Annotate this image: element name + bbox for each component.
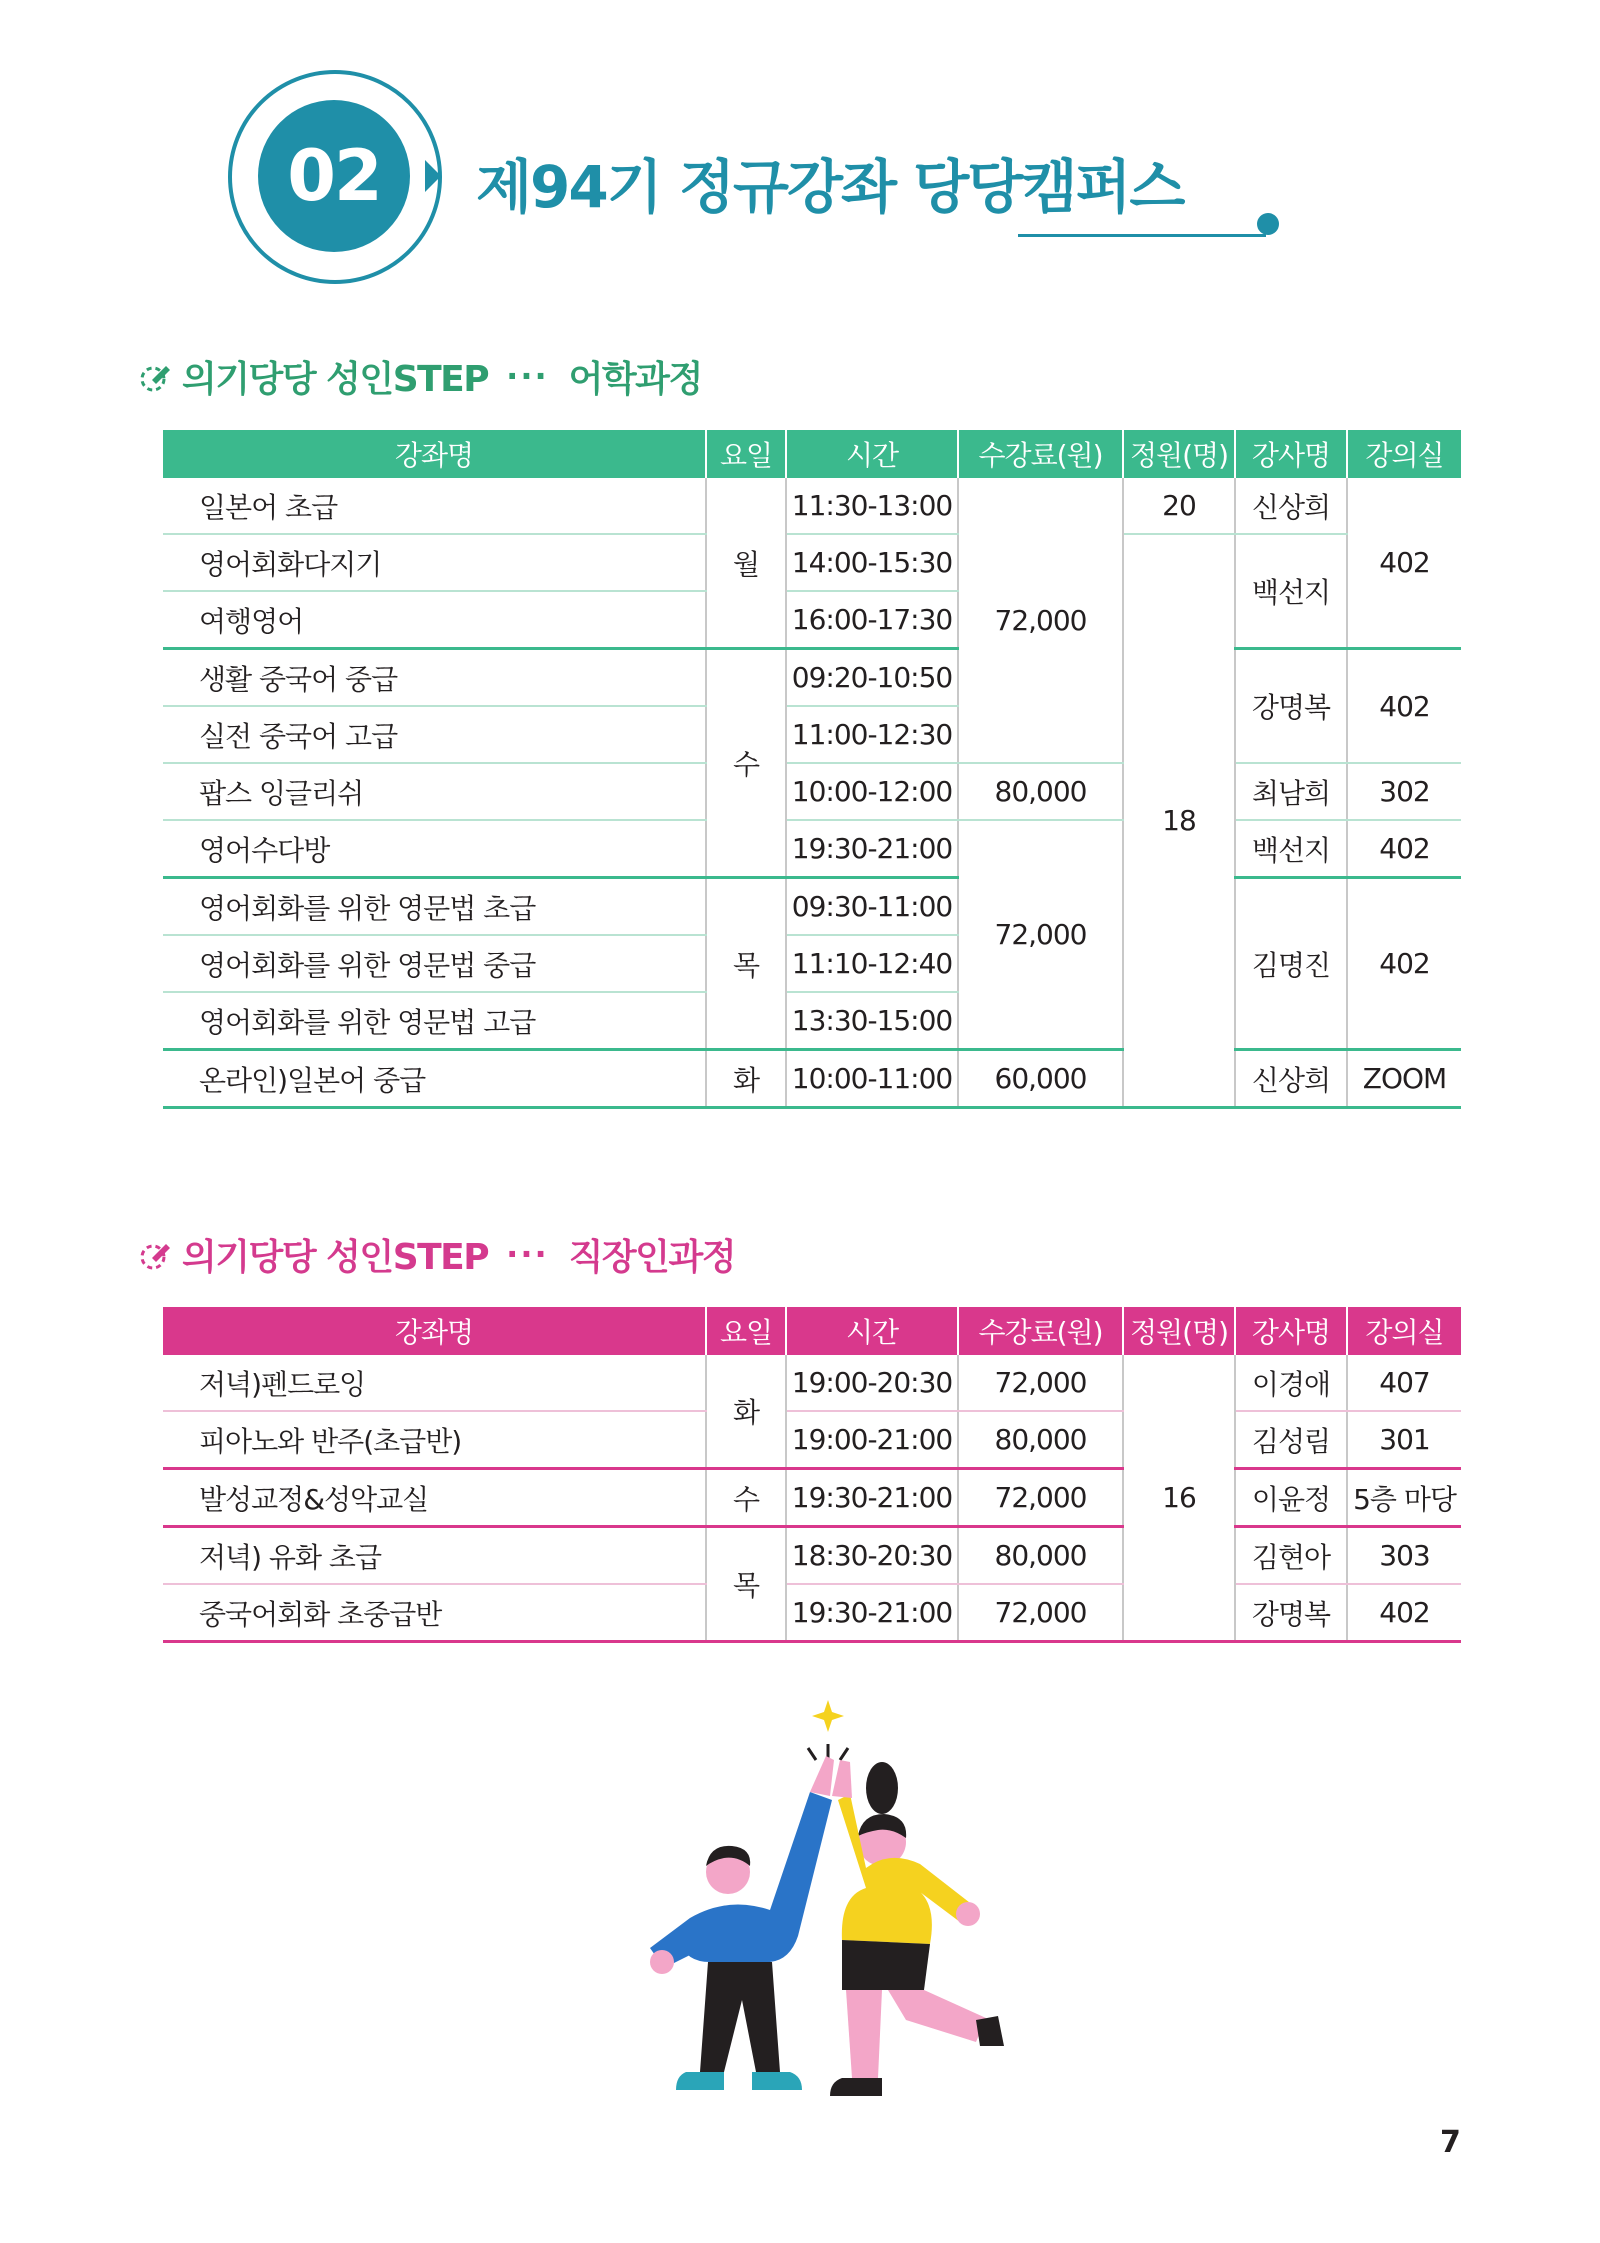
course-name: 중국어회화 초중급반 — [163, 1584, 706, 1642]
course-time: 19:30-21:00 — [786, 1469, 958, 1527]
title-badge-number: 02 — [258, 100, 410, 252]
course-capacity: 18 — [1123, 534, 1235, 1108]
course-instructor: 김성림 — [1235, 1411, 1347, 1469]
course-room: 402 — [1347, 1584, 1461, 1642]
course-name: 일본어 초급 — [163, 478, 706, 534]
section-heading-text: 의기당당 성인STEP — [182, 1236, 489, 1278]
course-time: 10:00-11:00 — [786, 1050, 958, 1108]
course-instructor: 강명복 — [1235, 649, 1347, 764]
course-instructor: 백선지 — [1235, 534, 1347, 649]
header-instructor: 강사명 — [1235, 430, 1347, 478]
course-fee: 72,000 — [958, 820, 1123, 1050]
header-fee: 수강료(원) — [958, 1307, 1123, 1355]
course-fee: 80,000 — [958, 763, 1123, 820]
course-instructor: 김명진 — [1235, 878, 1347, 1050]
course-name: 영어회화를 위한 영문법 고급 — [163, 992, 706, 1050]
course-day: 목 — [706, 878, 786, 1050]
header-fee: 수강료(원) — [958, 430, 1123, 478]
table-row — [163, 1469, 1461, 1527]
course-name: 영어수다방 — [163, 820, 706, 878]
header-day: 요일 — [706, 1307, 786, 1355]
pencil-circle-icon — [138, 358, 174, 394]
course-instructor: 신상희 — [1235, 1050, 1347, 1108]
spark-line-left — [808, 1748, 816, 1760]
course-name: 온라인)일본어 중급 — [163, 1050, 706, 1108]
table-row — [163, 820, 1461, 878]
course-name: 팝스 잉글리쉬 — [163, 763, 706, 820]
section-subheading: 어학과정 — [568, 358, 702, 400]
course-time: 09:20-10:50 — [786, 649, 958, 707]
badge-arrow-icon — [425, 160, 441, 192]
header-day: 요일 — [706, 430, 786, 478]
course-name: 실전 중국어 고급 — [163, 706, 706, 763]
table-row — [163, 1050, 1461, 1108]
worker-course-table — [163, 1307, 1461, 1643]
section-heading-text: 의기당당 성인STEP — [182, 358, 489, 400]
course-day: 수 — [706, 649, 786, 878]
course-name: 피아노와 반주(초급반) — [163, 1411, 706, 1469]
header-instructor: 강사명 — [1235, 1307, 1347, 1355]
table-row — [163, 534, 1461, 591]
course-room: 303 — [1347, 1527, 1461, 1585]
course-time: 16:00-17:30 — [786, 591, 958, 649]
course-fee: 80,000 — [958, 1527, 1123, 1585]
header-capacity: 정원(명) — [1123, 1307, 1235, 1355]
course-day: 목 — [706, 1527, 786, 1642]
pencil-circle-icon — [138, 1236, 174, 1272]
page-number: 7 — [1440, 2125, 1461, 2160]
course-instructor: 이윤정 — [1235, 1469, 1347, 1527]
course-room: 402 — [1347, 820, 1461, 878]
spark-line-right — [840, 1748, 848, 1760]
course-day: 화 — [706, 1355, 786, 1469]
high-five-illustration — [620, 1700, 1040, 2130]
course-room: 407 — [1347, 1355, 1461, 1411]
title-underline — [1018, 234, 1266, 237]
course-room: 302 — [1347, 763, 1461, 820]
course-time: 10:00-12:00 — [786, 763, 958, 820]
title-dot-icon — [1257, 213, 1279, 235]
table-row — [163, 878, 1461, 936]
table-header-row — [163, 1307, 1461, 1355]
header-capacity: 정원(명) — [1123, 430, 1235, 478]
section-heading-dots: ··· — [506, 357, 549, 395]
table-row — [163, 1411, 1461, 1469]
table-row — [163, 1584, 1461, 1642]
table-header-row — [163, 430, 1461, 478]
course-time: 11:10-12:40 — [786, 935, 958, 992]
man-figure — [650, 1756, 834, 2090]
course-name: 영어회화를 위한 영문법 초급 — [163, 878, 706, 936]
table-row — [163, 1355, 1461, 1411]
course-day: 화 — [706, 1050, 786, 1108]
course-name: 저녁) 유화 초급 — [163, 1527, 706, 1585]
course-room: 301 — [1347, 1411, 1461, 1469]
course-time: 19:00-21:00 — [786, 1411, 958, 1469]
course-instructor: 신상희 — [1235, 478, 1347, 534]
course-room: ZOOM — [1347, 1050, 1461, 1108]
table-row — [163, 478, 1461, 534]
course-room: 5층 마당 — [1347, 1469, 1461, 1527]
course-fee: 72,000 — [958, 1355, 1123, 1411]
course-name: 발성교정&성악교실 — [163, 1469, 706, 1527]
header-room: 강의실 — [1347, 1307, 1461, 1355]
course-name: 생활 중국어 중급 — [163, 649, 706, 707]
course-room: 402 — [1347, 878, 1461, 1050]
course-fee: 72,000 — [958, 1469, 1123, 1527]
course-instructor: 이경애 — [1235, 1355, 1347, 1411]
course-name: 영어회화다지기 — [163, 534, 706, 591]
page-title: 제94기 정규강좌 당당캠퍼스 — [476, 153, 1184, 221]
section-subheading: 직장인과정 — [568, 1236, 736, 1278]
course-name: 저녁)펜드로잉 — [163, 1355, 706, 1411]
course-name: 영어회화를 위한 영문법 중급 — [163, 935, 706, 992]
course-instructor: 백선지 — [1235, 820, 1347, 878]
course-time: 19:30-21:00 — [786, 820, 958, 878]
course-time: 11:30-13:00 — [786, 478, 958, 534]
course-time: 14:00-15:30 — [786, 534, 958, 591]
header-room: 강의실 — [1347, 430, 1461, 478]
table-row — [163, 763, 1461, 820]
language-course-table — [163, 430, 1461, 1109]
course-capacity: 16 — [1123, 1355, 1235, 1642]
header-course: 강좌명 — [163, 1307, 706, 1355]
section-heading-language — [138, 352, 702, 400]
course-capacity: 20 — [1123, 478, 1235, 534]
sparkle-icon — [812, 1700, 844, 1732]
course-time: 19:00-20:30 — [786, 1355, 958, 1411]
course-time: 19:30-21:00 — [786, 1584, 958, 1642]
course-day: 월 — [706, 478, 786, 649]
course-instructor: 최남희 — [1235, 763, 1347, 820]
course-fee: 60,000 — [958, 1050, 1123, 1108]
course-instructor: 김현아 — [1235, 1527, 1347, 1585]
course-time: 18:30-20:30 — [786, 1527, 958, 1585]
header-time: 시간 — [786, 430, 958, 478]
course-day: 수 — [706, 1469, 786, 1527]
woman-figure — [830, 1760, 1004, 2096]
course-time: 13:30-15:00 — [786, 992, 958, 1050]
header-course: 강좌명 — [163, 430, 706, 478]
course-instructor: 강명복 — [1235, 1584, 1347, 1642]
course-room: 402 — [1347, 478, 1461, 649]
course-name: 여행영어 — [163, 591, 706, 649]
course-time: 09:30-11:00 — [786, 878, 958, 936]
table-row — [163, 649, 1461, 707]
header-time: 시간 — [786, 1307, 958, 1355]
course-time: 11:00-12:30 — [786, 706, 958, 763]
course-fee: 80,000 — [958, 1411, 1123, 1469]
course-room: 402 — [1347, 649, 1461, 764]
table-row — [163, 1527, 1461, 1585]
section-heading-worker — [138, 1230, 735, 1278]
section-heading-dots: ··· — [506, 1235, 549, 1273]
course-fee: 72,000 — [958, 478, 1123, 763]
course-fee: 72,000 — [958, 1584, 1123, 1642]
